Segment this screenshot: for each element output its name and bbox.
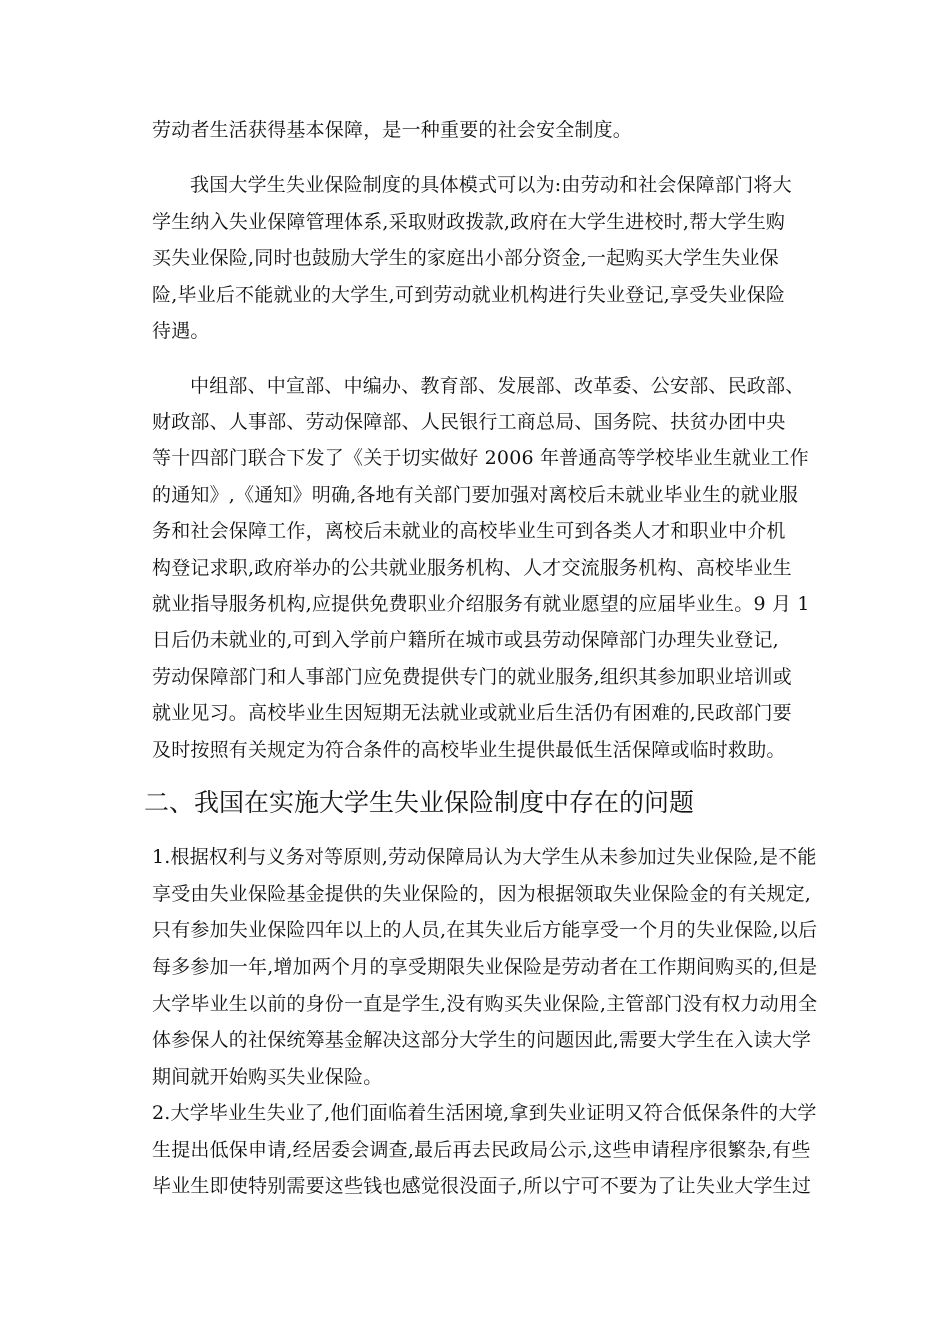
paragraph-line: 买失业保险,同时也鼓励大学生的家庭出小部分资金,一起购买大学生失业保 xyxy=(152,247,779,269)
paragraph-line: 待遇。 xyxy=(152,320,210,342)
paragraph-line: 务和社会保障工作，离校后未就业的高校毕业生可到各类人才和职业中介机 xyxy=(152,520,786,542)
paragraph-line: 生提出低保申请,经居委会调查,最后再去民政局公示,这些申请程序很繁杂,有些 xyxy=(152,1139,811,1161)
paragraph-line: 我国大学生失业保险制度的具体模式可以为:由劳动和社会保障部门将大 xyxy=(190,174,792,196)
paragraph-line: 劳动者生活获得基本保障，是一种重要的社会安全制度。 xyxy=(152,119,633,141)
paragraph-line: 期间就开始购买失业保险。 xyxy=(152,1066,383,1088)
paragraph-line: 等十四部门联合下发了《关于切实做好 2006 年普通高等学校毕业生就业工作 xyxy=(152,447,809,469)
paragraph-line: 构登记求职,政府举办的公共就业服务机构、人才交流服务机构、高校毕业生 xyxy=(152,557,792,579)
paragraph-line: 学生纳入失业保障管理体系,采取财政拨款,政府在大学生进校时,帮大学生购 xyxy=(152,211,786,233)
paragraph-line: 就业指导服务机构,应提供免费职业介绍服务有就业愿望的应届毕业生。9 月 1 xyxy=(152,593,810,615)
section-heading: 二、我国在实施大学生失业保险制度中存在的问题 xyxy=(144,788,695,817)
paragraph-line: 1.根据权利与义务对等原则,劳动保障局认为大学生从未参加过失业保险,是不能 xyxy=(152,846,817,868)
paragraph-line: 日后仍未就业的,可到入学前户籍所在城市或县劳动保障部门办理失业登记, xyxy=(152,629,779,651)
paragraph-line: 毕业生即使特别需要这些钱也感觉很没面子,所以宁可不要为了让失业大学生过 xyxy=(152,1175,812,1197)
paragraph-line: 每多参加一年,增加两个月的享受期限失业保险是劳动者在工作期间购买的,但是 xyxy=(152,956,818,978)
paragraph-line: 劳动保障部门和人事部门应免费提供专门的就业服务,组织其参加职业培训或 xyxy=(152,666,792,688)
paragraph-line: 险,毕业后不能就业的大学生,可到劳动就业机构进行失业登记,享受失业保险 xyxy=(152,284,786,306)
paragraph-line: 就业见习。高校毕业生因短期无法就业或就业后生活仍有困难的,民政部门要 xyxy=(152,702,792,724)
paragraph-line: 及时按照有关规定为符合条件的高校毕业生提供最低生活保障或临时救助。 xyxy=(152,739,786,761)
paragraph-line: 2.大学毕业生失业了,他们面临着生活困境,拿到失业证明又符合低保条件的大学 xyxy=(152,1102,817,1124)
paragraph-line: 中组部、中宣部、中编办、教育部、发展部、改革委、公安部、民政部、 xyxy=(190,375,805,397)
paragraph-line: 大学毕业生以前的身份一直是学生,没有购买失业保险,主管部门没有权力动用全 xyxy=(152,993,818,1015)
paragraph-line: 只有参加失业保险四年以上的人员,在其失业后方能享受一个月的失业保险,以后 xyxy=(152,919,818,941)
paragraph-line: 享受由失业保险基金提供的失业保险的，因为根据领取失业保险金的有关规定, xyxy=(152,883,812,905)
paragraph-line: 的通知》,《通知》明确,各地有关部门要加强对离校后未就业毕业生的就业服 xyxy=(152,484,799,506)
paragraph-line: 体参保人的社保统筹基金解决这部分大学生的问题因此,需要大学生在入读大学 xyxy=(152,1029,812,1051)
paragraph-line: 财政部、人事部、劳动保障部、人民银行工商总局、国务院、扶贫办团中央 xyxy=(152,411,786,433)
